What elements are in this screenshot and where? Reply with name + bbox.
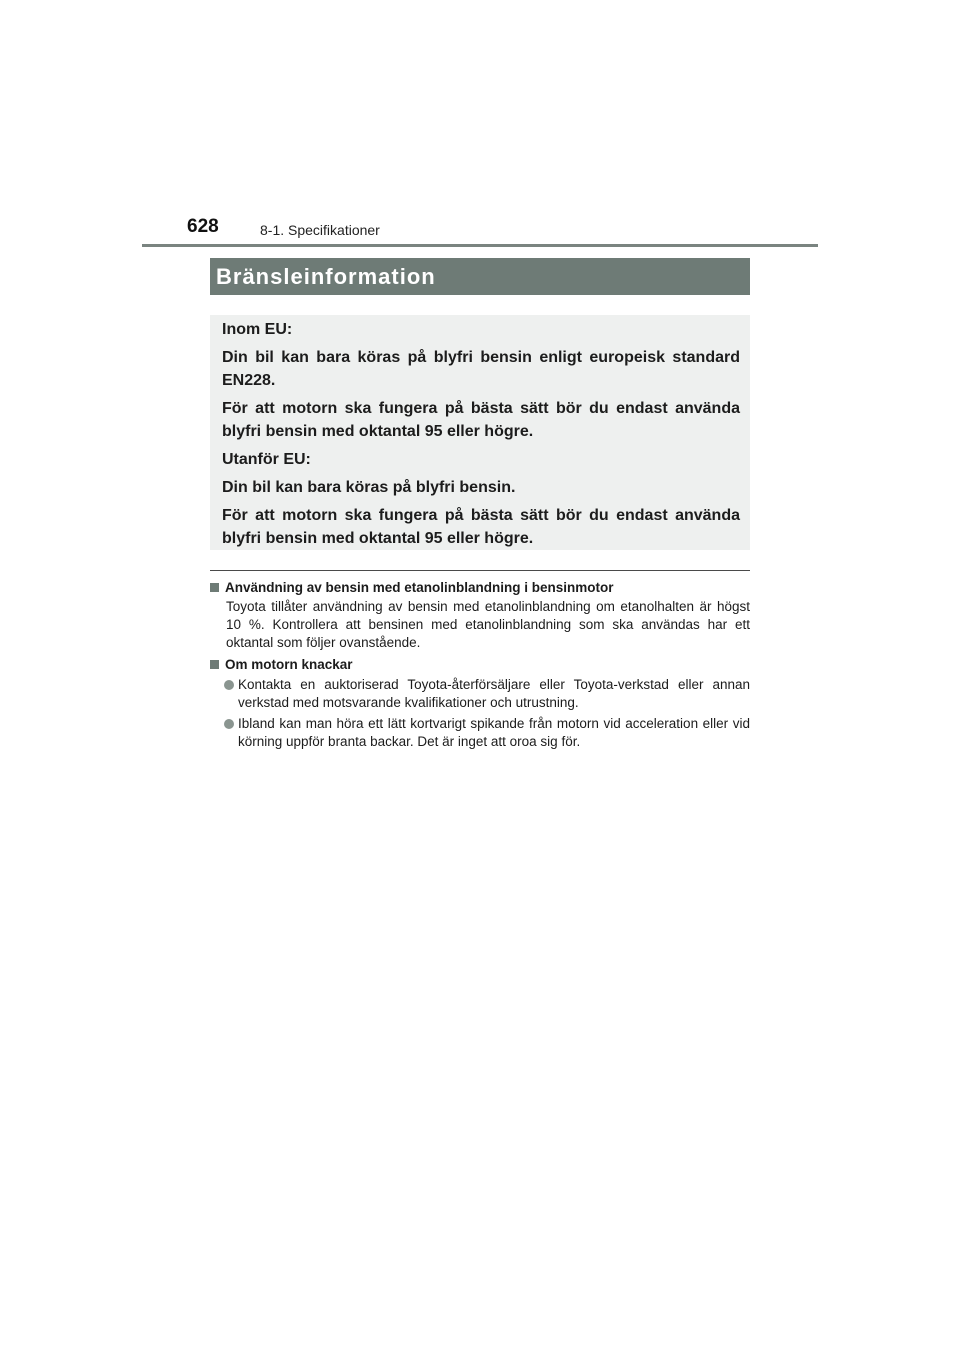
- notes-content: [210, 579, 750, 754]
- info-line: För att motorn ska fungera på bästa sätt bör du endast använda blyfri bensin med oktantal 95 eller högre.: [222, 400, 740, 440]
- section-paragraph: Toyota tillåter användning av bensin med etanolinblandning om etanolhalten är högst 10 %. Kontrollera att bensinen med etanolinblandning som ska användas har ett oktantal som följer ovanstående.: [226, 599, 750, 650]
- section-label: 8-1. Specifikationer: [260, 222, 380, 238]
- info-line: Din bil kan bara köras på blyfri bensin.: [222, 479, 516, 496]
- section-heading-text: Användning av bensin med etanolinblandning i bensinmotor: [225, 580, 614, 595]
- section-heading: [210, 656, 750, 674]
- section-heading-text: Om motorn knackar: [225, 657, 353, 672]
- list-item-text: Kontakta en auktoriserad Toyota-återförsäljare eller Toyota-verkstad eller annan verkstad med motsvarande kvalifikationer och utrustning.: [238, 677, 750, 710]
- square-bullet-icon: [210, 583, 219, 592]
- circle-bullet-icon: [224, 680, 234, 690]
- info-line: För att motorn ska fungera på bästa sätt bör du endast använda blyfri bensin med oktantal 95 eller högre.: [222, 507, 740, 547]
- circle-bullet-icon: [224, 719, 234, 729]
- list-item: [224, 676, 750, 712]
- section-heading: [210, 579, 750, 597]
- square-bullet-icon: [210, 660, 219, 669]
- info-line: Utanför EU:: [222, 451, 311, 468]
- page-title: Bränsleinformation: [216, 263, 436, 289]
- list-item: [224, 715, 750, 751]
- page-number: 628: [187, 216, 219, 237]
- list-item-text: Ibland kan man höra ett lätt kortvarigt spikande från motorn vid acceleration eller vid körning uppför branta backar. Det är inget att oroa sig för.: [238, 716, 750, 749]
- info-line: Din bil kan bara köras på blyfri bensin enligt europeisk standard EN228.: [222, 349, 740, 389]
- header-rule: [142, 244, 818, 247]
- section-divider: [210, 570, 750, 571]
- title-bar: [210, 258, 750, 295]
- info-line: Inom EU:: [222, 321, 293, 338]
- fuel-info-box: [210, 315, 750, 550]
